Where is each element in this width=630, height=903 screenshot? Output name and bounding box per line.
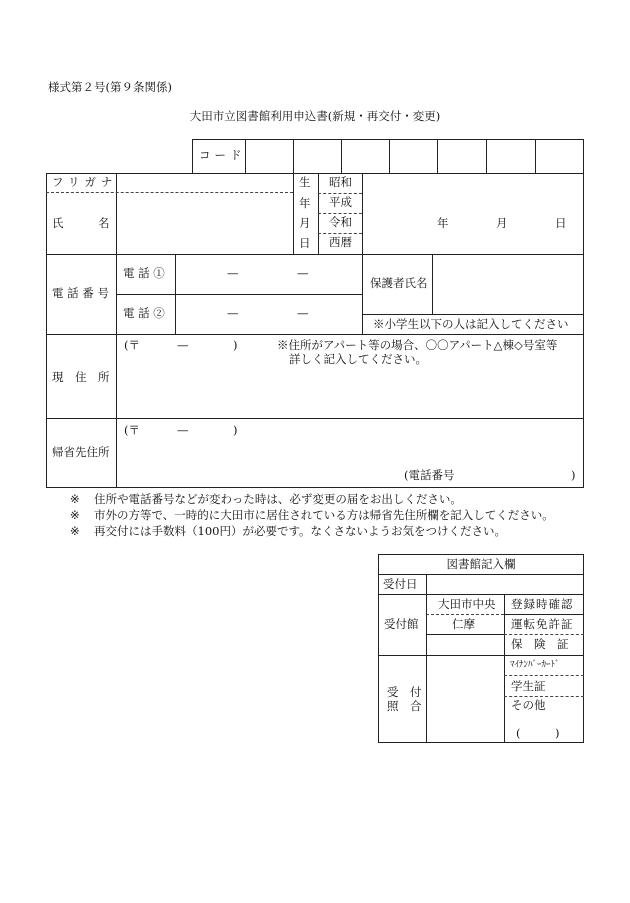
phone2-dash: —: [297, 306, 309, 320]
branch-option-oda-chuo[interactable]: 大田市中央: [438, 597, 496, 611]
phone2-label: 電 話 ②: [123, 306, 165, 320]
era-option-reiwa[interactable]: 令和: [329, 215, 352, 229]
guardian-input[interactable]: [433, 255, 583, 314]
branch-option-nima[interactable]: 仁摩: [452, 617, 475, 631]
address-note: ※住所がアパート等の場合、〇〇アパート△棟◇号室等: [277, 338, 558, 352]
phone1-dash: —: [227, 266, 239, 280]
check-my-number-card[interactable]: ﾏｲﾅﾝﾊﾞｰｶｰﾄﾞ: [510, 660, 560, 670]
verify-label: 照 合: [387, 699, 422, 713]
birth-label-char: 生: [299, 175, 311, 189]
form-number: 様式第２号(第９条関係): [48, 80, 172, 94]
check-registration: 登録時確認: [511, 597, 574, 611]
birth-label-char: 月: [299, 216, 311, 230]
guardian-note: ※小学生以下の人は記入してください: [373, 317, 569, 331]
guardian-label: 保護者氏名: [370, 276, 428, 290]
phone-label: 電 話 番 号: [52, 286, 109, 300]
received-date-input[interactable]: [427, 575, 583, 594]
home-postal-close: ): [233, 423, 238, 437]
note-mark: ※: [70, 492, 80, 506]
note-text: 再交付には手数料（100円）が必要です。なくさないようお気をつけください。: [94, 524, 507, 538]
address-postal-close: ): [233, 338, 238, 352]
check-student-card[interactable]: 学生証: [511, 679, 546, 693]
address-postal-open: (〒: [124, 338, 140, 352]
check-drivers-license[interactable]: 運転免許証: [511, 617, 574, 631]
library-box-title: 図書館記入欄: [446, 557, 516, 571]
home-phone-close: ): [571, 468, 576, 482]
address-postal-dash: —: [177, 338, 189, 352]
address-label: 現 住 所: [52, 370, 110, 384]
birth-year-label: 年: [437, 216, 449, 230]
note-text: 住所や電話番号などが変わった時は、必ず変更の届をお出しください。: [94, 492, 462, 506]
code-box[interactable]: [293, 139, 583, 173]
received-branch-label: 受付館: [384, 617, 419, 631]
furigana-input[interactable]: [117, 174, 293, 192]
name-label: 氏 名: [52, 216, 110, 230]
address-note: 詳しく記入してください。: [289, 352, 427, 366]
phone2-dash: —: [227, 306, 239, 320]
birth-label-char: 年: [299, 196, 311, 210]
home-postal-open: (〒: [124, 423, 140, 437]
era-option-seireki[interactable]: 西暦: [329, 235, 352, 249]
era-option-showa[interactable]: 昭和: [329, 175, 352, 189]
era-option-heisei[interactable]: 平成: [329, 195, 352, 209]
verify-label: 受 付: [387, 685, 422, 699]
home-postal-dash: —: [177, 423, 189, 437]
check-insurance-card[interactable]: 保 険 証: [511, 637, 569, 651]
phone1-input[interactable]: [176, 255, 362, 294]
name-input[interactable]: [117, 193, 293, 254]
birth-label-char: 日: [299, 236, 311, 250]
note-mark: ※: [70, 524, 80, 538]
address-input[interactable]: [117, 368, 583, 418]
home-phone-label: (電話番号: [404, 468, 455, 482]
page-title: 大田市立図書館利用申込書(新規・再交付・変更): [189, 109, 441, 123]
check-other[interactable]: その他: [511, 698, 546, 712]
birth-month-label: 月: [496, 216, 508, 230]
phone1-label: 電 話 ①: [123, 266, 165, 280]
note-mark: ※: [70, 508, 80, 522]
home-address-label: 帰省先住所: [52, 445, 110, 459]
furigana-label: フリガナ: [52, 175, 118, 189]
received-date-label: 受付日: [383, 577, 418, 591]
birth-day-label: 日: [555, 216, 567, 230]
check-other-paren[interactable]: ( ): [516, 726, 560, 740]
code-label: コード: [199, 148, 246, 162]
home-address-input[interactable]: [117, 440, 583, 465]
phone1-dash: —: [297, 266, 309, 280]
phone2-input[interactable]: [176, 295, 362, 334]
note-text: 市外の方等で、一時的に大田市に居住されている方は帰省先住所欄を記入してください。: [94, 508, 554, 522]
